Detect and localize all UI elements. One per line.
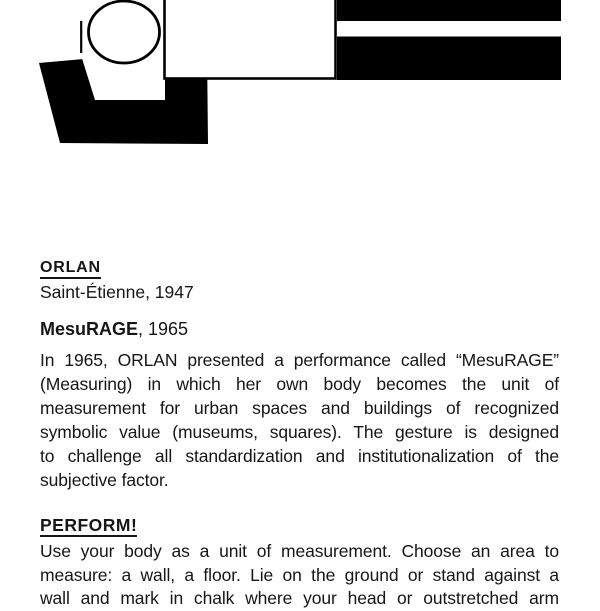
intro-paragraph (40, 348, 559, 492)
work-title: MesuRAGE (40, 319, 139, 339)
intro-line: measurement for urban spaces and buildings of recognized (40, 398, 559, 418)
perform-heading (40, 516, 559, 537)
figure-head-circle (89, 1, 160, 63)
artist-name-heading (40, 259, 559, 279)
work-year: , 1965 (138, 319, 189, 339)
intro-line: to challenge all standardization and institutionalization of the (40, 446, 559, 466)
perform-line: Use your body as a unit of measurement. Choose an area to (40, 541, 559, 561)
intro-line: In 1965, ORLAN presented a performance called “MesuRAGE” (40, 350, 559, 370)
artist-origin: Saint-Étienne, 1947 (40, 282, 194, 302)
measured-wall-rectangle (165, 0, 336, 79)
intro-line: subjective factor. (40, 470, 169, 490)
artwork-graphic (0, 0, 600, 160)
perform-line: measure: a wall, a floor. Lie on the ground or stand against a (40, 564, 559, 585)
work-title-line (40, 318, 559, 340)
perform-heading-text: PERFORM! (40, 515, 138, 535)
intro-line: (Measuring) in which her own body becomes the unit of (40, 374, 559, 394)
intro-line: symbolic value (museums, squares). The gesture is designed (40, 422, 559, 442)
stripe-bar-top (337, 0, 561, 21)
stripe-bar-bottom (337, 37, 561, 81)
artist-name: ORLAN (40, 259, 101, 279)
perform-line: wall and mark in chalk where your head or outstretched arm (40, 588, 559, 608)
